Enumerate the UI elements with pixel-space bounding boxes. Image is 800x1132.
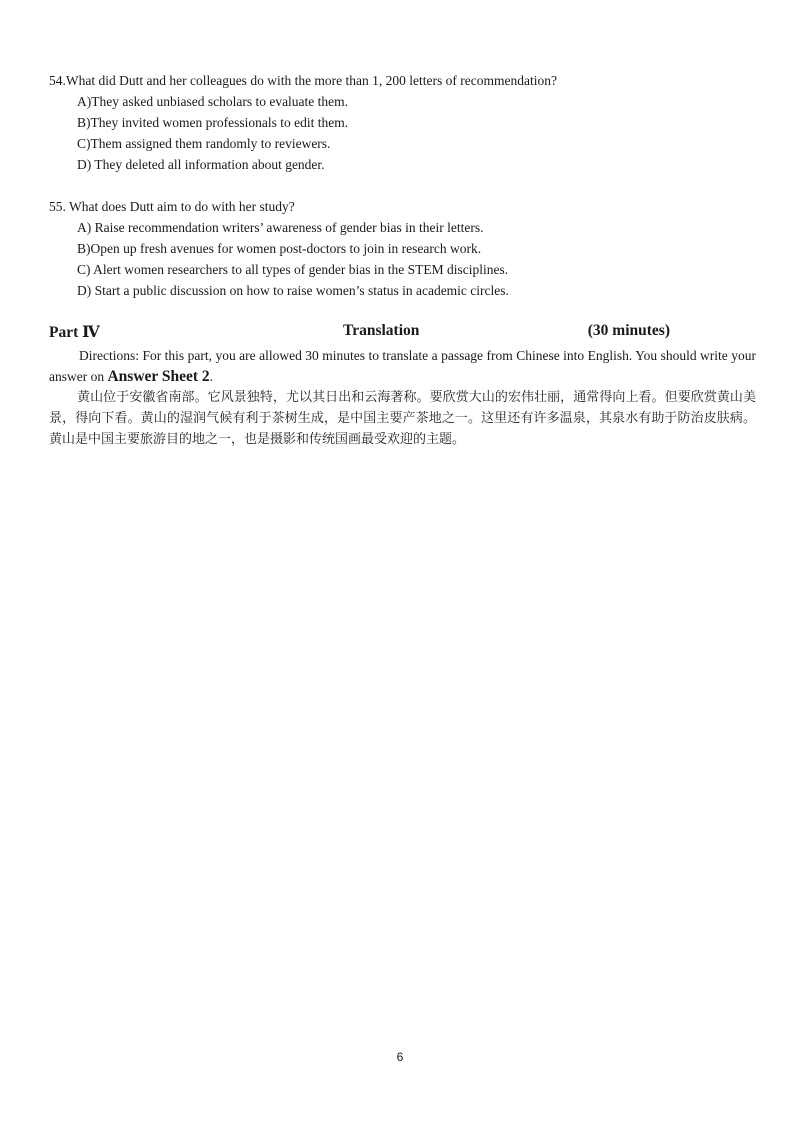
part-label: Part Ⅳ (49, 324, 100, 341)
question-55-option-d: D) Start a public discussion on how to raise women’s status in academic circles. (77, 283, 509, 298)
question-55-option-a: A) Raise recommendation writers’ awareness of gender bias in their letters. (77, 220, 484, 235)
translation-passage (49, 387, 756, 450)
question-55-stem: 55. What does Dutt aim to do with her study? (49, 199, 295, 214)
question-55-option-b: B)Open up fresh avenues for women post-doctors to join in research work. (77, 241, 482, 256)
question-54-stem: 54.What did Dutt and her colleagues do with the more than 1, 200 letters of recommendation? (49, 73, 557, 88)
question-54-option-c: C)Them assigned them randomly to reviewers. (77, 136, 331, 151)
part-title: Translation (343, 322, 420, 339)
question-54-option-d: D) They deleted all information about gender. (77, 157, 325, 172)
question-54-option-a: A)They asked unbiased scholars to evaluate them. (77, 94, 349, 109)
directions (49, 345, 756, 387)
translation-passage-text: 黄山位于安徽省南部。它风景独特，尤以其日出和云海著称。要欣赏大山的宏伟壮丽，通常得向上看。但要欣赏黄山美景，得向下看。黄山的湿润气候有利于茶树生成，是中国主要产茶地之一。这里还有许多温泉，其泉水有助于防治皮肤病。黄山是中国主要旅游目的地之一，也是摄影和传统国画最受欢迎的主题。 (49, 390, 756, 447)
part-time-limit: (30 minutes) (587, 322, 670, 339)
question-55-option-c: C) Alert women researchers to all types of gender bias in the STEM disciplines. (77, 262, 509, 277)
directions-period: . (209, 369, 214, 384)
question-54-option-b: B)They invited women professionals to edit them. (77, 115, 349, 130)
part-4-header (49, 322, 756, 344)
page-number: 6 (396, 1050, 404, 1064)
answer-sheet-label: Answer Sheet 2 (107, 368, 210, 385)
directions-text: Directions: For this part, you are allowed 30 minutes to translate a passage from Chinese into English. You should write your answer on (49, 348, 756, 384)
